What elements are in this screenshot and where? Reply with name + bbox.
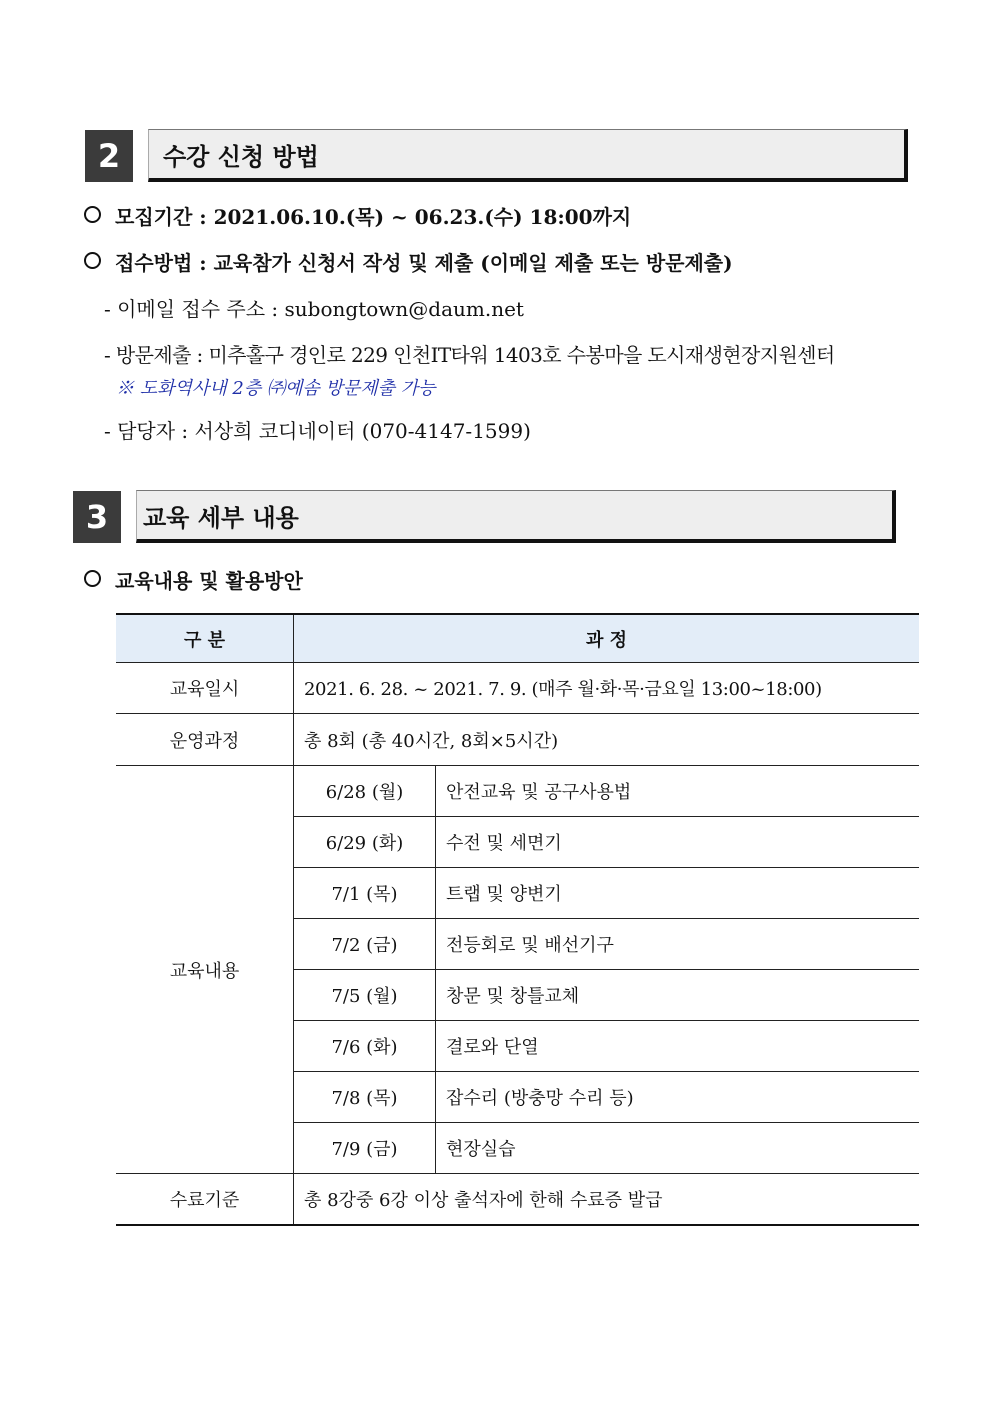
session-topic: 창문 및 창틀교체 <box>436 970 920 1021</box>
session-topic: 수전 및 세면기 <box>436 817 920 868</box>
session-date: 7/6 (화) <box>294 1021 436 1072</box>
visit-note: ※ 도화역사내 2층 ㈜예솜 방문제출 가능 <box>116 378 436 399</box>
circle-bullet-icon <box>84 206 101 223</box>
session-date: 7/9 (금) <box>294 1123 436 1174</box>
row-label: 교육일시 <box>116 663 294 714</box>
row-value: 총 8회 (총 40시간, 8회×5시간) <box>294 714 920 766</box>
recruit-period <box>84 201 631 230</box>
education-table <box>116 613 919 1226</box>
session-date: 7/1 (목) <box>294 868 436 919</box>
row-label: 운영과정 <box>116 714 294 766</box>
session-date: 7/5 (월) <box>294 970 436 1021</box>
recruit-period-text: 모집기간 : 2021.06.10.(목) ~ 06.23.(수) 18:00까지 <box>115 205 632 229</box>
section-number: 2 <box>85 130 133 182</box>
row-label: 수료기준 <box>116 1174 294 1226</box>
visit-address: - 방문제출 : 미추홀구 경인로 229 인천IT타워 1403호 수봉마을 도시재생현장지원센터 <box>104 343 835 367</box>
table-row <box>116 714 919 766</box>
email-address: - 이메일 접수 주소 : subongtown@daum.net <box>104 297 524 321</box>
session-topic: 결로와 단열 <box>436 1021 920 1072</box>
circle-bullet-icon <box>84 252 101 269</box>
circle-bullet-icon <box>84 570 101 587</box>
session-date: 6/29 (화) <box>294 817 436 868</box>
table-row <box>116 663 919 714</box>
section-title: 수강 신청 방법 <box>148 129 908 182</box>
session-date: 6/28 (월) <box>294 766 436 817</box>
session-topic: 현장실습 <box>436 1123 920 1174</box>
row-label: 교육내용 <box>116 766 294 1174</box>
education-subtitle-text: 교육내용 및 활용방안 <box>115 569 303 593</box>
header-category: 구 분 <box>116 614 294 663</box>
session-date: 7/2 (금) <box>294 919 436 970</box>
table-row <box>116 766 919 817</box>
session-date: 7/8 (목) <box>294 1072 436 1123</box>
session-topic: 안전교육 및 공구사용법 <box>436 766 920 817</box>
education-subtitle <box>84 565 303 594</box>
row-value: 2021. 6. 28. ~ 2021. 7. 9. (매주 월·화·목·금요일 13:00~18:00) <box>294 663 920 714</box>
submit-method-text: 접수방법 : 교육참가 신청서 작성 및 제출 (이메일 제출 또는 방문제출) <box>115 251 733 275</box>
table-row <box>116 1174 919 1226</box>
session-topic: 전등회로 및 배선기구 <box>436 919 920 970</box>
contact-person: - 담당자 : 서상희 코디네이터 (070-4147-1599) <box>104 419 531 443</box>
session-topic: 트랩 및 양변기 <box>436 868 920 919</box>
section-title: 교육 세부 내용 <box>136 490 896 543</box>
submit-method <box>84 247 733 276</box>
table-header-row <box>116 614 919 663</box>
session-topic: 잡수리 (방충망 수리 등) <box>436 1072 920 1123</box>
row-value: 총 8강중 6강 이상 출석자에 한해 수료증 발급 <box>294 1174 920 1226</box>
header-course: 과 정 <box>294 614 920 663</box>
section-number: 3 <box>73 491 121 543</box>
